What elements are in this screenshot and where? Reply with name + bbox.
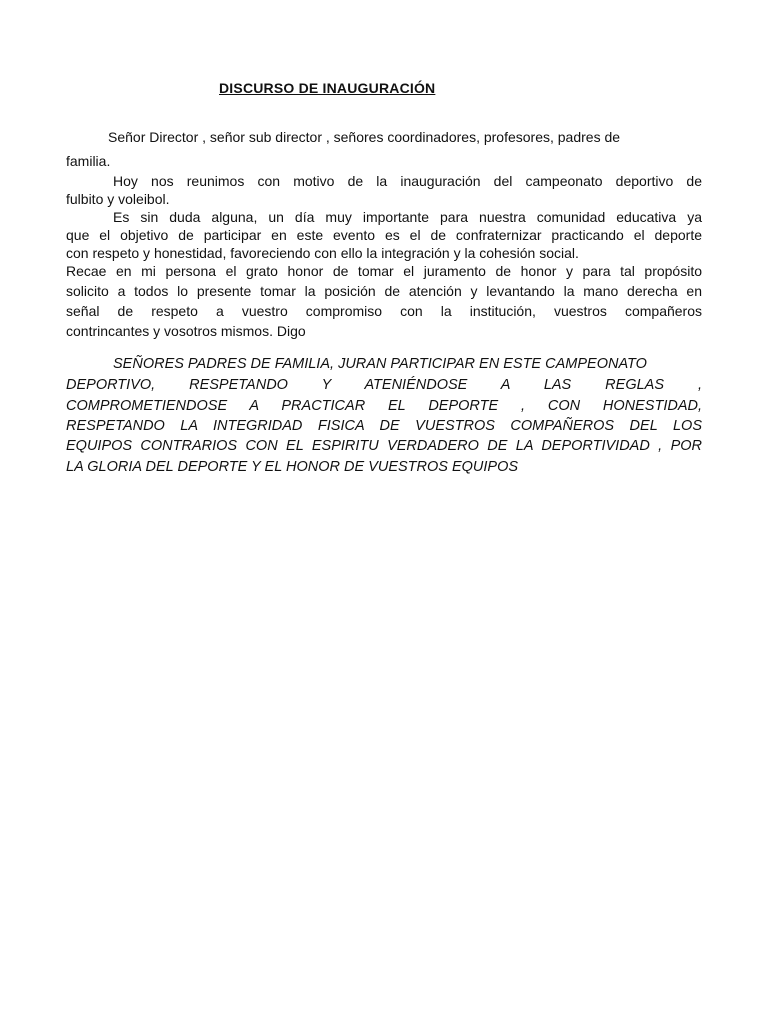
oath-line: RESPETANDO LA INTEGRIDAD FISICA DE VUESTROS COMPAÑEROS DEL LOS <box>66 418 702 434</box>
paragraph-line: contrincantes y vosotros mismos. Digo <box>66 323 306 339</box>
paragraph-line: que el objetivo de participar en este evento es el de confraternizar practicando el deporte <box>66 227 702 243</box>
oath-line: EQUIPOS CONTRARIOS CON EL ESPIRITU VERDADERO DE LA DEPORTIVIDAD , POR <box>66 438 702 454</box>
paragraph-line: Señor Director , señor sub director , señores coordinadores, profesores, padres de <box>108 129 621 145</box>
oath-line: DEPORTIVO, RESPETANDO Y ATENIÉNDOSE A LAS REGLAS , <box>66 377 702 393</box>
paragraph-line: Recae en mi persona el grato honor de tomar el juramento de honor y para tal propósito <box>66 263 702 279</box>
oath-line: COMPROMETIENDOSE A PRACTICAR EL DEPORTE , CON HONESTIDAD, <box>66 398 702 414</box>
paragraph-line: fulbito y voleibol. <box>66 191 170 207</box>
paragraph-line: Es sin duda alguna, un día muy importante para nuestra comunidad educativa ya <box>113 209 702 225</box>
paragraph-line: señal de respeto a vuestro compromiso con la institución, vuestros compañeros <box>66 303 702 319</box>
oath-line: SEÑORES PADRES DE FAMILIA, JURAN PARTICIPAR EN ESTE CAMPEONATO <box>113 356 647 372</box>
paragraph-line: con respeto y honestidad, favoreciendo con ello la integración y la cohesión social. <box>66 245 579 261</box>
paragraph-line: solicito a todos lo presente tomar la posición de atención y levantando la mano derecha en <box>66 283 702 299</box>
document-title: DISCURSO DE INAUGURACIÓN <box>219 80 436 96</box>
oath-line: LA GLORIA DEL DEPORTE Y EL HONOR DE VUESTROS EQUIPOS <box>66 459 519 475</box>
paragraph-line: Hoy nos reunimos con motivo de la inauguración del campeonato deportivo de <box>113 173 702 189</box>
paragraph-line: familia. <box>66 153 111 169</box>
